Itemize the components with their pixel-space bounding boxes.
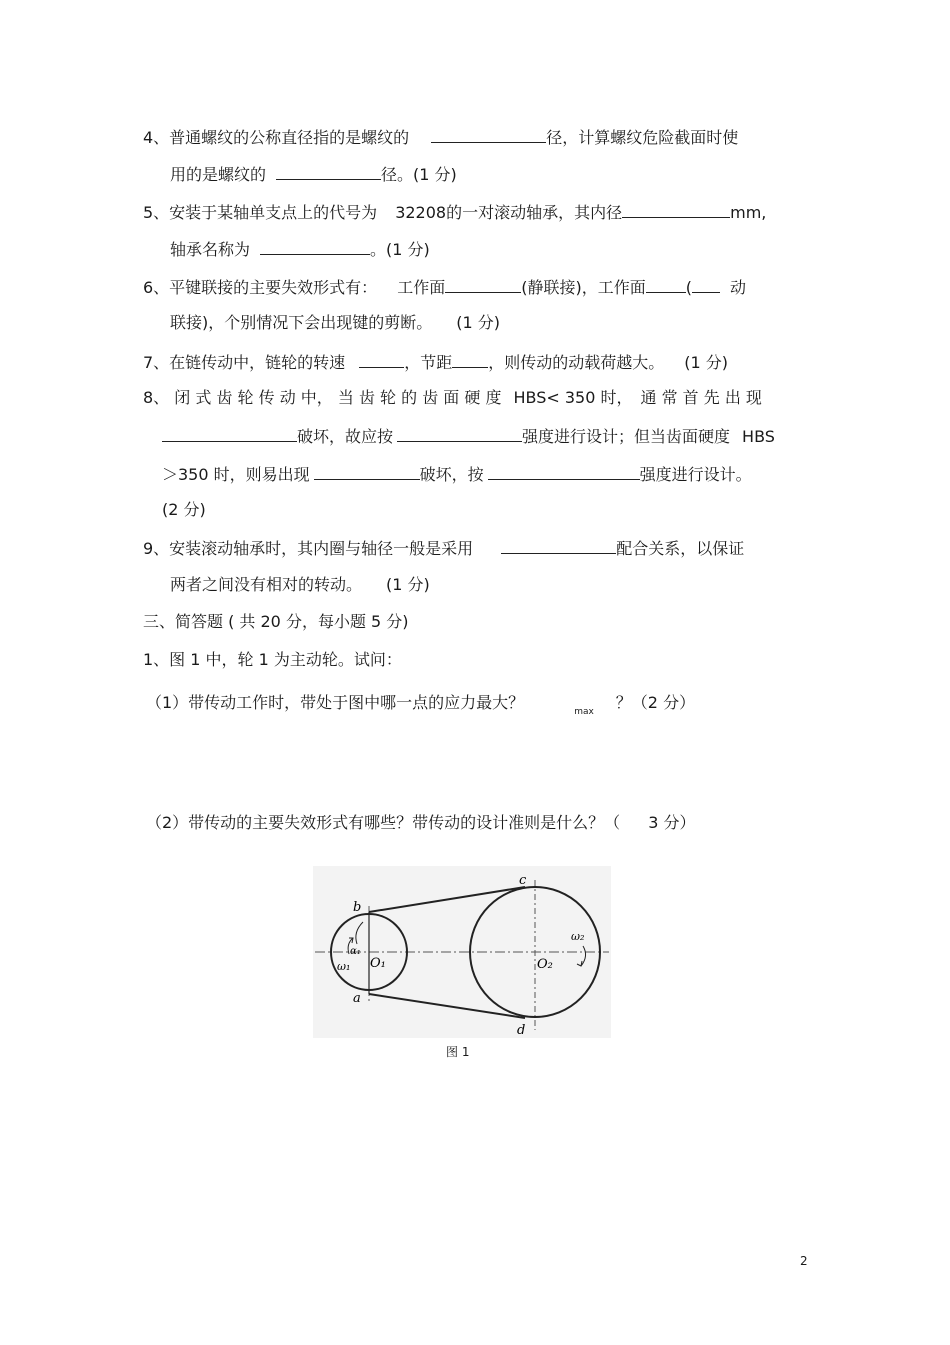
label-a: a xyxy=(353,991,361,1006)
label-o1: O₁ xyxy=(370,956,386,971)
section3-title: 三、简答题 ( 共 20 分，每小题 5 分) xyxy=(143,612,409,631)
q8-blank4 xyxy=(488,463,640,480)
q7-line1: 7、在链传动中，链轮的转速 ，节距 ，则传动的动载荷越大。 (1 分) xyxy=(143,353,728,372)
q8-blank1 xyxy=(162,425,297,442)
q8-line4: (2 分) xyxy=(162,500,206,519)
q8-line1: 8、 闭 式 齿 轮 传 动 中， 当 齿 轮 的 齿 面 硬 度 HBS< 350 时， 通 常 首 先 出 现 xyxy=(143,388,762,407)
q9-line2: 两者之间没有相对的转动。 (1 分) xyxy=(170,575,430,594)
q5-line2: 轴承名称为 。(1 分) xyxy=(170,240,430,259)
q8-blank2 xyxy=(397,425,522,442)
q8-blank3 xyxy=(314,463,420,480)
label-omega1: ω₁ xyxy=(337,960,351,973)
q4-blank2 xyxy=(276,163,381,180)
q7-blank1 xyxy=(359,351,404,368)
q5-blank1 xyxy=(622,201,730,218)
q9-blank1 xyxy=(501,537,616,554)
s1-intro: 1、图 1 中，轮 1 为主动轮。试问： xyxy=(143,650,402,669)
q6-line1: 6、平键联接的主要失效形式有： 工作面 (静联接)，工作面 ( 动 xyxy=(143,278,746,297)
q8-line2: 破坏，故应按 强度进行设计；但当齿面硬度 HBS xyxy=(162,425,775,447)
figure-caption: 图 1 xyxy=(446,1045,470,1059)
q7-blank2 xyxy=(452,351,488,368)
q6-line2: 联接)，个别情况下会出现键的剪断。 (1 分) xyxy=(170,313,501,332)
label-d: d xyxy=(517,1023,526,1038)
belt-drive-figure xyxy=(313,866,611,1038)
q4-line2: 用的是螺纹的 径。(1 分) xyxy=(170,165,457,184)
q6-blank1 xyxy=(445,276,521,293)
q6-blank2 xyxy=(646,276,686,293)
q5-blank2 xyxy=(260,238,370,255)
label-b: b xyxy=(353,900,362,915)
q8-line3: ＞350 时，则易出现 破坏，按 强度进行设计。 xyxy=(162,465,752,484)
s1-sub1: （1）带传动工作时，带处于图中哪一点的应力最大？ $_{max}$ ？（2 分） xyxy=(146,693,696,717)
q4-blank1 xyxy=(431,126,546,143)
q9-line1: 9、安装滚动轴承时，其内圈与轴径一般是采用 配合关系，以保证 xyxy=(143,539,745,558)
label-o2: O₂ xyxy=(537,957,553,972)
s1-sub2: （2）带传动的主要失效形式有哪些？带传动的设计准则是什么？（ 3 分） xyxy=(146,813,696,832)
q4-line1: 4、普通螺纹的公称直径指的是螺纹的 径，计算螺纹危险截面时使 xyxy=(143,128,739,147)
q6-blank3 xyxy=(692,276,720,293)
label-omega2: ω₂ xyxy=(571,930,585,943)
label-c: c xyxy=(519,873,527,888)
label-alpha1: α₁ xyxy=(350,946,361,957)
q5-line1: 5、安装于某轴单支点上的代号为 32208的一对滚动轴承，其内径 mm, xyxy=(143,203,767,222)
page-number: 2 xyxy=(800,1254,808,1268)
